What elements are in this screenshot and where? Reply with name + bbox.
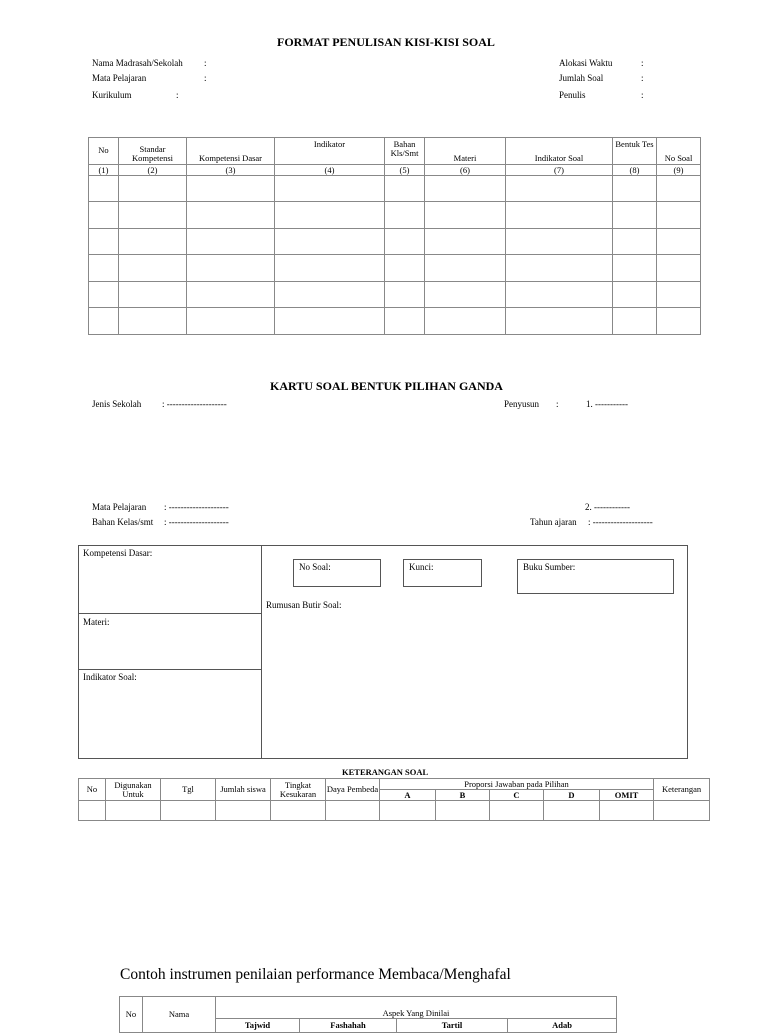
ket-col-tgl: Tgl: [161, 779, 216, 801]
num-1: (1): [89, 165, 119, 176]
ket-col-b: B: [436, 790, 490, 801]
num-5: (5): [385, 165, 425, 176]
ket-col-proporsi: Proporsi Jawaban pada Pilihan: [380, 779, 654, 790]
rumusan-label: Rumusan Butir Soal:: [266, 600, 342, 610]
contoh-col-tajwid: Tajwid: [216, 1019, 300, 1033]
field-jumlah-soal: Jumlah Soal :: [559, 73, 644, 83]
ket-col-omit: OMIT: [600, 790, 654, 801]
field-mata-pelajaran: Mata Pelajaran :: [92, 73, 207, 83]
penyusun-1: 1. -----------: [586, 399, 628, 409]
ket-col-daya: Daya Pembeda: [326, 779, 380, 801]
field-penulis: Penulis :: [559, 90, 644, 100]
bahan-kelas: Bahan Kelas/smt : --------------------: [92, 517, 229, 527]
penyusun-colon: :: [556, 399, 559, 409]
contoh-col-no: No: [120, 997, 143, 1033]
table-row: [89, 202, 701, 229]
ket-col-a: A: [380, 790, 436, 801]
kartu-title: KARTU SOAL BENTUK PILIHAN GANDA: [270, 379, 503, 393]
kompetensi-dasar-label: Kompetensi Dasar:: [83, 548, 153, 558]
contoh-table: [119, 996, 617, 1033]
kartu-divider-h2: [78, 669, 262, 670]
jenis-sekolah: Jenis Sekolah : --------------------: [92, 399, 227, 409]
kisi-table: [88, 137, 701, 335]
contoh-col-nama: Nama: [143, 997, 216, 1033]
kunci-label: Kunci:: [409, 562, 434, 572]
num-2: (2): [119, 165, 187, 176]
ket-col-no: No: [79, 779, 106, 801]
field-alokasi-waktu: Alokasi Waktu :: [559, 58, 644, 68]
field-nama-madrasah: Nama Madrasah/Sekolah :: [92, 58, 207, 68]
table-row: [89, 308, 701, 335]
keterangan-table: [78, 778, 710, 821]
table-row: [79, 801, 710, 821]
col-no-soal: No Soal: [657, 138, 701, 165]
kisi-title: FORMAT PENULISAN KISI-KISI SOAL: [277, 35, 495, 49]
table-row: [89, 176, 701, 202]
num-9: (9): [657, 165, 701, 176]
col-bentuk-tes: Bentuk Tes: [613, 138, 657, 165]
contoh-col-adab: Adab: [508, 1019, 617, 1033]
ket-col-jumlah-siswa: Jumlah siswa: [216, 779, 271, 801]
col-bahan: Bahan Kls/Smt: [385, 138, 425, 165]
col-indikator: Indikator: [275, 138, 385, 165]
tahun-ajaran: Tahun ajaran : --------------------: [530, 517, 653, 527]
penyusun-label: Penyusun: [504, 399, 540, 409]
ket-col-keterangan: Keterangan: [654, 779, 710, 801]
contoh-col-tartil: Tartil: [397, 1019, 508, 1033]
ket-col-digunakan: Digunakan Untuk: [106, 779, 161, 801]
kartu-divider-v: [261, 545, 262, 759]
table-row: [89, 255, 701, 282]
num-3: (3): [187, 165, 275, 176]
col-materi: Materi: [425, 138, 506, 165]
keterangan-title: KETERANGAN SOAL: [342, 767, 429, 777]
buku-sumber-label: Buku Sumber:: [523, 562, 576, 572]
table-row: [89, 229, 701, 255]
col-standar-kompetensi: Standar Kompetensi: [119, 138, 187, 165]
num-7: (7): [506, 165, 613, 176]
ket-col-c: C: [490, 790, 544, 801]
ket-col-tingkat: Tingkat Kesukaran: [271, 779, 326, 801]
num-6: (6): [425, 165, 506, 176]
col-kompetensi-dasar: Kompetensi Dasar: [187, 138, 275, 165]
contoh-title: Contoh instrumen penilaian performance Membaca/Menghafal: [120, 966, 511, 983]
materi-label: Materi:: [83, 617, 110, 627]
kartu-divider-h1: [78, 613, 262, 614]
no-soal-label: No Soal:: [299, 562, 331, 572]
indikator-soal-label: Indikator Soal:: [83, 672, 137, 682]
col-no: No: [89, 138, 119, 165]
table-row: [89, 282, 701, 308]
col-indikator-soal: Indikator Soal: [506, 138, 613, 165]
field-kurikulum: Kurikulum :: [92, 90, 179, 100]
contoh-col-fashahah: Fashahah: [300, 1019, 397, 1033]
mata-pelajaran: Mata Pelajaran : --------------------: [92, 502, 229, 512]
contoh-col-aspek: Aspek Yang Dinilai: [216, 997, 617, 1019]
num-4: (4): [275, 165, 385, 176]
num-8: (8): [613, 165, 657, 176]
penyusun-2: 2. ------------: [585, 502, 630, 512]
ket-col-d: D: [544, 790, 600, 801]
